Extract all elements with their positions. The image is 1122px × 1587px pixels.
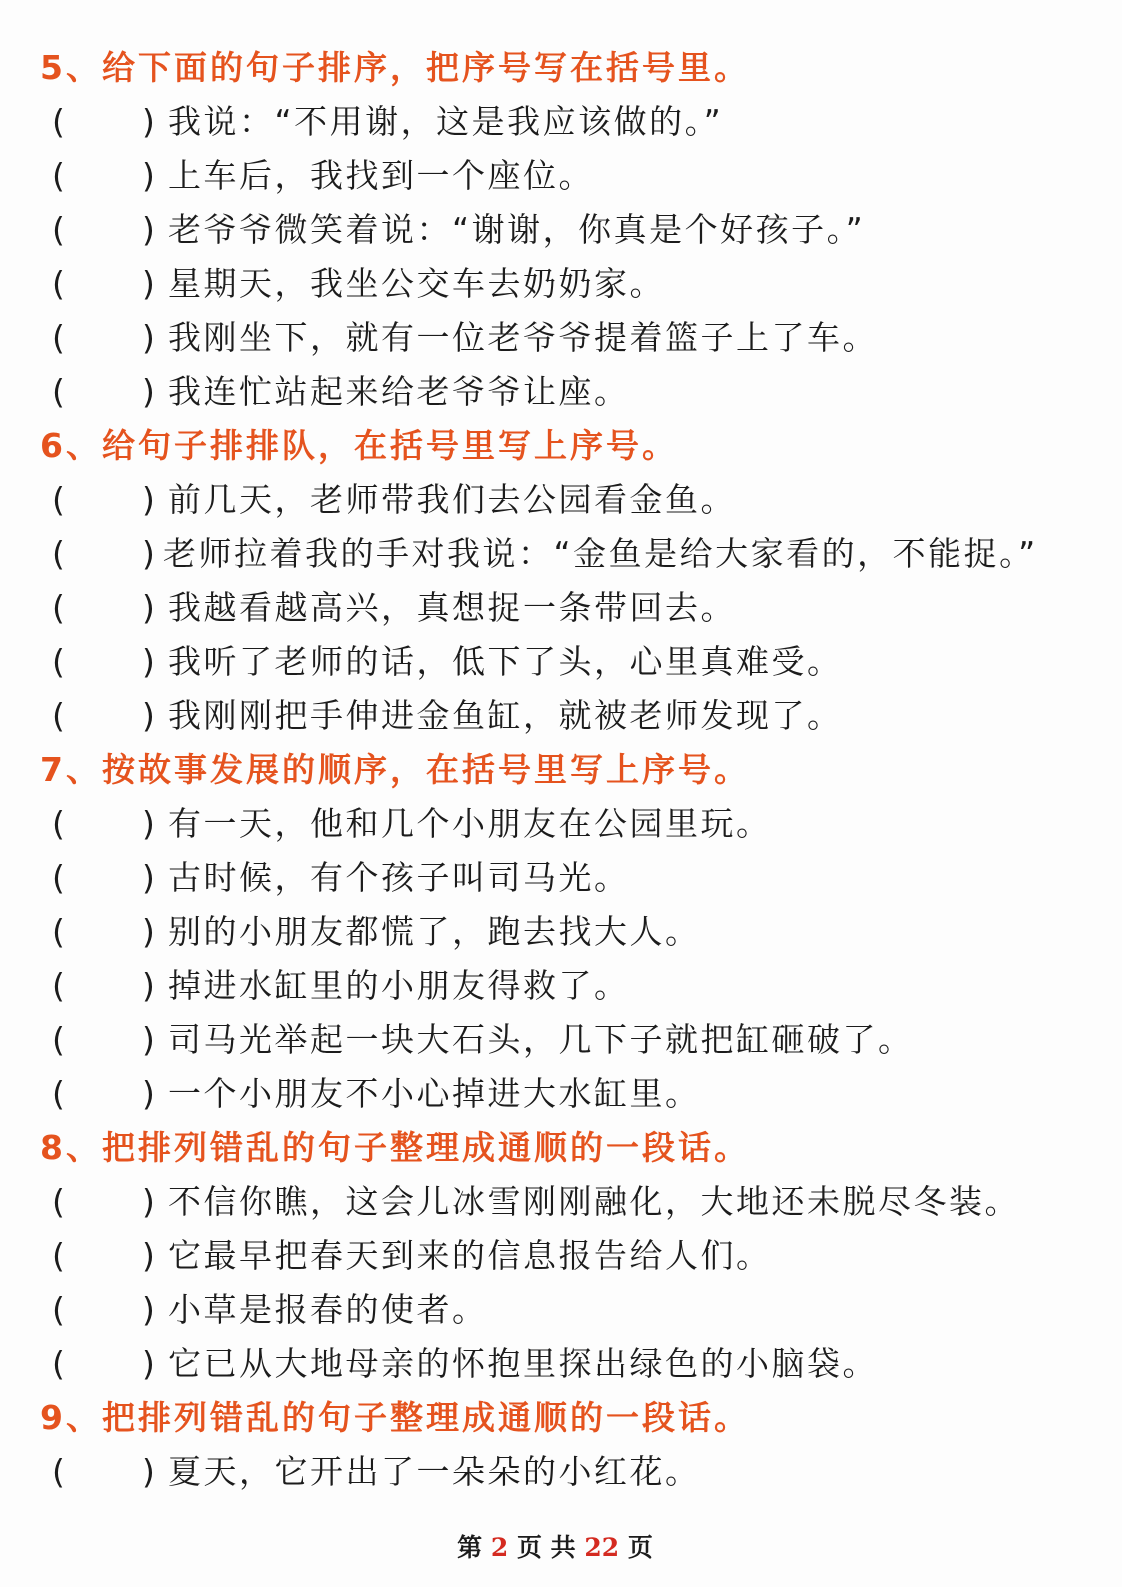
exercise-6: [0, 419, 1122, 743]
page-number-total: 22: [584, 1533, 620, 1562]
sentence-item: [0, 257, 1122, 311]
sentence-item: [0, 527, 1122, 581]
answer-bracket-close: ): [142, 804, 155, 843]
answer-bracket-open: (: [52, 210, 65, 249]
exercise-heading: 9、把排列错乱的句子整理成通顺的一段话。: [40, 1398, 750, 1437]
sentence-item: [0, 1229, 1122, 1283]
sentence-text: 别的小朋友都慌了，跑去找大人。: [168, 912, 701, 951]
answer-bracket-open: (: [52, 1020, 65, 1059]
footer-middle: 页 共: [516, 1533, 576, 1562]
answer-bracket-open: (: [52, 318, 65, 357]
answer-bracket-open: (: [52, 858, 65, 897]
answer-bracket-open: (: [52, 534, 65, 573]
answer-blank: [72, 1291, 136, 1329]
sentence-text: 它最早把春天到来的信息报告给人们。: [168, 1236, 772, 1275]
sentence-text: 不信你瞧，这会儿冰雪刚刚融化，大地还未脱尽冬装。: [168, 1182, 1020, 1221]
sentence-item: [0, 635, 1122, 689]
worksheet-content: [0, 41, 1122, 1499]
answer-bracket-open: (: [52, 1236, 65, 1275]
answer-bracket-open: (: [52, 966, 65, 1005]
answer-bracket-close: ): [142, 1290, 155, 1329]
sentence-item: [0, 1067, 1122, 1121]
page-footer: [0, 1528, 1110, 1564]
sentence-text: 司马光举起一块大石头，几下子就把缸砸破了。: [168, 1020, 914, 1059]
answer-bracket-close: ): [142, 1020, 155, 1059]
sentence-text: 它已从大地母亲的怀抱里探出绿色的小脑袋。: [168, 1344, 878, 1383]
sentence-text: 星期天，我坐公交车去奶奶家。: [168, 264, 665, 303]
answer-bracket-close: ): [142, 1344, 155, 1383]
footer-prefix: 第: [457, 1533, 483, 1562]
sentence-text: 有一天，他和几个小朋友在公园里玩。: [168, 804, 772, 843]
sentence-item: [0, 1013, 1122, 1067]
sentence-item: [0, 95, 1122, 149]
answer-bracket-close: ): [142, 156, 155, 195]
answer-blank: [72, 1237, 136, 1275]
answer-blank: [72, 1183, 136, 1221]
sentence-text: 古时候，有个孩子叫司马光。: [168, 858, 630, 897]
exercise-heading: 5、给下面的句子排序，把序号写在括号里。: [40, 48, 750, 87]
sentence-item: [0, 959, 1122, 1013]
sentence-text: 小草是报春的使者。: [168, 1290, 488, 1329]
answer-blank: [72, 481, 136, 519]
answer-bracket-close: ): [142, 210, 155, 249]
sentence-item: [0, 311, 1122, 365]
answer-blank: [72, 103, 136, 141]
exercise-9: [0, 1391, 1122, 1499]
exercise-8: [0, 1121, 1122, 1391]
footer-suffix: 页: [627, 1533, 653, 1562]
answer-bracket-open: (: [52, 588, 65, 627]
answer-bracket-close: ): [142, 966, 155, 1005]
answer-bracket-open: (: [52, 264, 65, 303]
sentence-text: 一个小朋友不小心掉进大水缸里。: [168, 1074, 701, 1113]
sentence-text: 前几天，老师带我们去公园看金鱼。: [168, 480, 736, 519]
answer-blank: [72, 697, 136, 735]
sentence-item: [0, 365, 1122, 419]
sentence-item: [0, 473, 1122, 527]
exercise-5: [0, 41, 1122, 419]
sentence-item: [0, 1283, 1122, 1337]
exercise-heading: 8、把排列错乱的句子整理成通顺的一段话。: [40, 1128, 750, 1167]
sentence-item: [0, 905, 1122, 959]
sentence-text: 老爷爷微笑着说：“谢谢，你真是个好孩子。”: [168, 210, 866, 249]
answer-blank: [72, 373, 136, 411]
answer-bracket-close: ): [142, 642, 155, 681]
sentence-text: 我越看越高兴，真想捉一条带回去。: [168, 588, 736, 627]
sentence-item: [0, 797, 1122, 851]
answer-blank: [72, 1075, 136, 1113]
sentence-item: [0, 1337, 1122, 1391]
sentence-text: 掉进水缸里的小朋友得救了。: [168, 966, 630, 1005]
answer-blank: [72, 265, 136, 303]
answer-bracket-close: ): [142, 480, 155, 519]
sentence-item: [0, 1445, 1122, 1499]
sentence-item: [0, 581, 1122, 635]
sentence-text: 上车后，我找到一个座位。: [168, 156, 594, 195]
sentence-item: [0, 851, 1122, 905]
answer-blank: [72, 319, 136, 357]
answer-bracket-close: ): [142, 1074, 155, 1113]
answer-bracket-open: (: [52, 1074, 65, 1113]
sentence-item: [0, 1175, 1122, 1229]
answer-blank: [72, 1453, 136, 1491]
answer-bracket-open: (: [52, 642, 65, 681]
answer-blank: [72, 805, 136, 843]
sentence-text: 我刚刚把手伸进金鱼缸，就被老师发现了。: [168, 696, 843, 735]
sentence-item: [0, 203, 1122, 257]
sentence-text: 我说：“不用谢，这是我应该做的。”: [168, 102, 724, 141]
exercise-heading: 6、给句子排排队，在括号里写上序号。: [40, 426, 678, 465]
answer-bracket-close: ): [142, 912, 155, 951]
sentence-text: 老师拉着我的手对我说：“金鱼是给大家看的，不能捉。”: [163, 534, 1038, 573]
answer-bracket-open: (: [52, 102, 65, 141]
answer-bracket-close: ): [142, 318, 155, 357]
answer-bracket-close: ): [142, 534, 155, 573]
answer-bracket-open: (: [52, 804, 65, 843]
answer-bracket-close: ): [142, 1236, 155, 1275]
answer-bracket-open: (: [52, 480, 65, 519]
sentence-item: [0, 689, 1122, 743]
answer-bracket-open: (: [52, 156, 65, 195]
answer-blank: [72, 859, 136, 897]
exercise-heading: 7、按故事发展的顺序，在括号里写上序号。: [40, 750, 750, 789]
answer-blank: [72, 1345, 136, 1383]
answer-blank: [72, 913, 136, 951]
answer-bracket-open: (: [52, 1344, 65, 1383]
answer-blank: [72, 967, 136, 1005]
sentence-item: [0, 149, 1122, 203]
answer-blank: [72, 535, 136, 573]
answer-bracket-close: ): [142, 372, 155, 411]
answer-bracket-open: (: [52, 1182, 65, 1221]
exercise-7: [0, 743, 1122, 1121]
sentence-text: 夏天，它开出了一朵朵的小红花。: [168, 1452, 701, 1491]
answer-bracket-open: (: [52, 696, 65, 735]
sentence-text: 我连忙站起来给老爷爷让座。: [168, 372, 630, 411]
sentence-text: 我刚坐下，就有一位老爷爷提着篮子上了车。: [168, 318, 878, 357]
answer-bracket-close: ): [142, 696, 155, 735]
answer-blank: [72, 211, 136, 249]
answer-bracket-close: ): [142, 1452, 155, 1491]
answer-bracket-open: (: [52, 372, 65, 411]
answer-bracket-open: (: [52, 1452, 65, 1491]
answer-bracket-close: ): [142, 588, 155, 627]
answer-bracket-close: ): [142, 264, 155, 303]
answer-bracket-open: (: [52, 912, 65, 951]
answer-bracket-open: (: [52, 1290, 65, 1329]
answer-blank: [72, 643, 136, 681]
page-number-current: 2: [490, 1533, 509, 1562]
answer-bracket-close: ): [142, 102, 155, 141]
answer-blank: [72, 1021, 136, 1059]
sentence-text: 我听了老师的话，低下了头，心里真难受。: [168, 642, 843, 681]
answer-blank: [72, 157, 136, 195]
answer-bracket-close: ): [142, 1182, 155, 1221]
answer-blank: [72, 589, 136, 627]
answer-bracket-close: ): [142, 858, 155, 897]
